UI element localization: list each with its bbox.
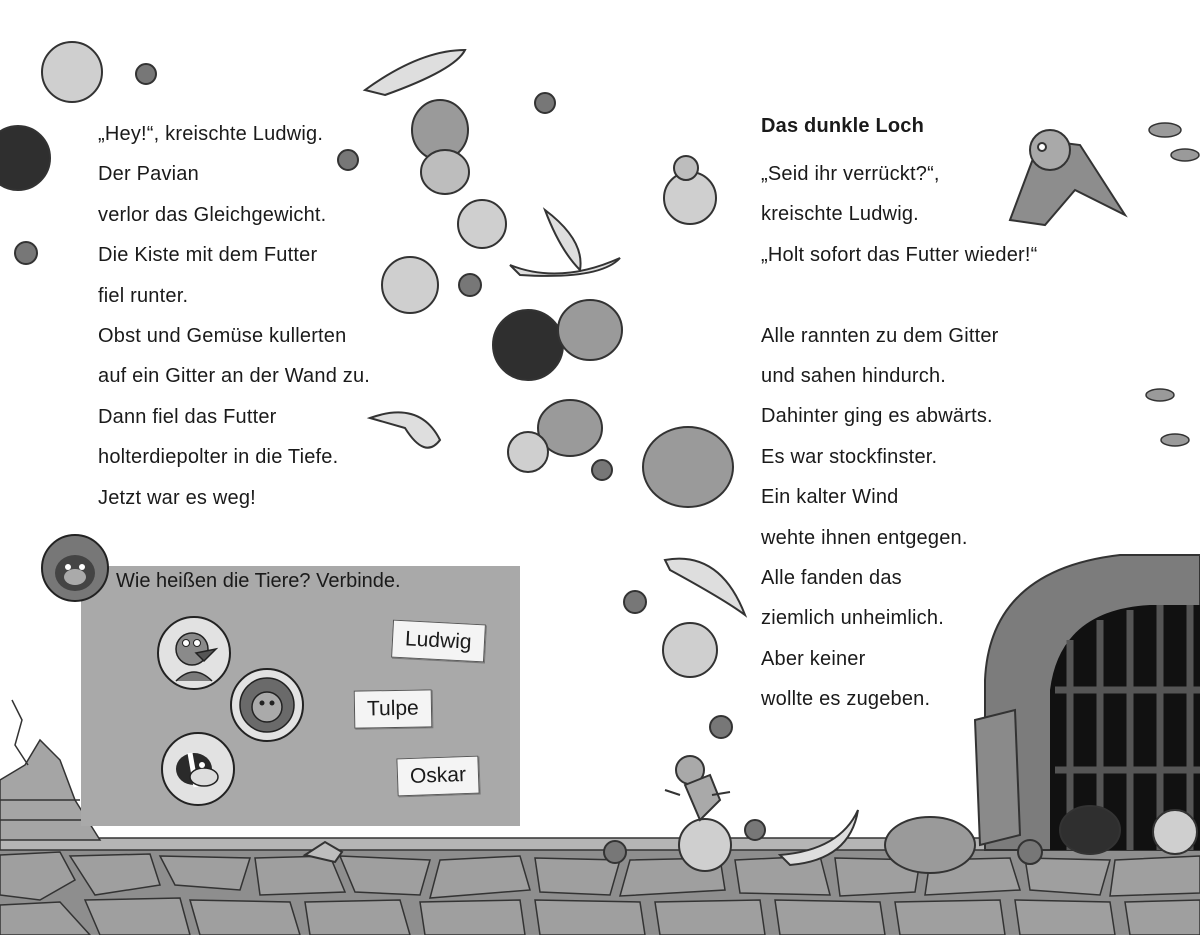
tulpe-skunk-portrait-icon[interactable] [160, 731, 236, 807]
story-line: Dann fiel das Futter [98, 405, 277, 428]
gorilla-badge-icon [40, 533, 110, 603]
story-line: Jetzt war es weg! [98, 486, 256, 509]
story-line: „Holt sofort das Futter wieder!“ [761, 243, 1038, 266]
story-line-blank [761, 275, 1038, 315]
story-line: Es war stockfinster. [761, 445, 938, 468]
right-page [600, 0, 1200, 935]
chapter-title: Das dunkle Loch [761, 115, 925, 137]
story-line: Obst und Gemüse kullerten [98, 324, 347, 347]
story-line: auf ein Gitter an der Wand zu. [98, 365, 371, 388]
story-line: Aber keiner [761, 647, 866, 670]
story-line: Ein kalter Wind [761, 486, 899, 509]
story-line: Alle fanden das [761, 566, 902, 589]
ludwig-portrait-icon[interactable] [156, 615, 232, 691]
story-line: Der Pavian [98, 163, 199, 186]
story-line: verlor das Gleichgewicht. [98, 203, 327, 226]
story-line: ziemlich unheimlich. [761, 607, 944, 630]
story-line: wollte es zugeben. [761, 688, 931, 711]
story-line: Dahinter ging es abwärts. [761, 405, 993, 428]
story-line: kreischte Ludwig. [761, 203, 919, 226]
name-card-ludwig[interactable]: Ludwig [391, 620, 485, 663]
story-line: wehte ihnen entgegen. [761, 526, 968, 549]
story-line: und sahen hindurch. [761, 364, 947, 387]
story-line: fiel runter. [98, 284, 189, 307]
story-line: Alle rannten zu dem Gitter [761, 324, 999, 347]
exercise-prompt: Wie heißen die Tiere? Verbinde. [116, 570, 401, 592]
story-line: „Seid ihr verrückt?“, [761, 163, 940, 185]
name-card-oskar[interactable]: Oskar [396, 756, 479, 797]
right-story-text [761, 154, 1038, 719]
left-story-text [98, 114, 370, 518]
story-line: Die Kiste mit dem Futter [98, 244, 318, 267]
name-card-tulpe[interactable]: Tulpe [354, 689, 432, 728]
oskar-lion-portrait-icon[interactable] [229, 667, 305, 743]
story-line: „Hey!“, kreischte Ludwig. [98, 123, 324, 145]
story-line: holterdiepolter in die Tiefe. [98, 446, 339, 469]
